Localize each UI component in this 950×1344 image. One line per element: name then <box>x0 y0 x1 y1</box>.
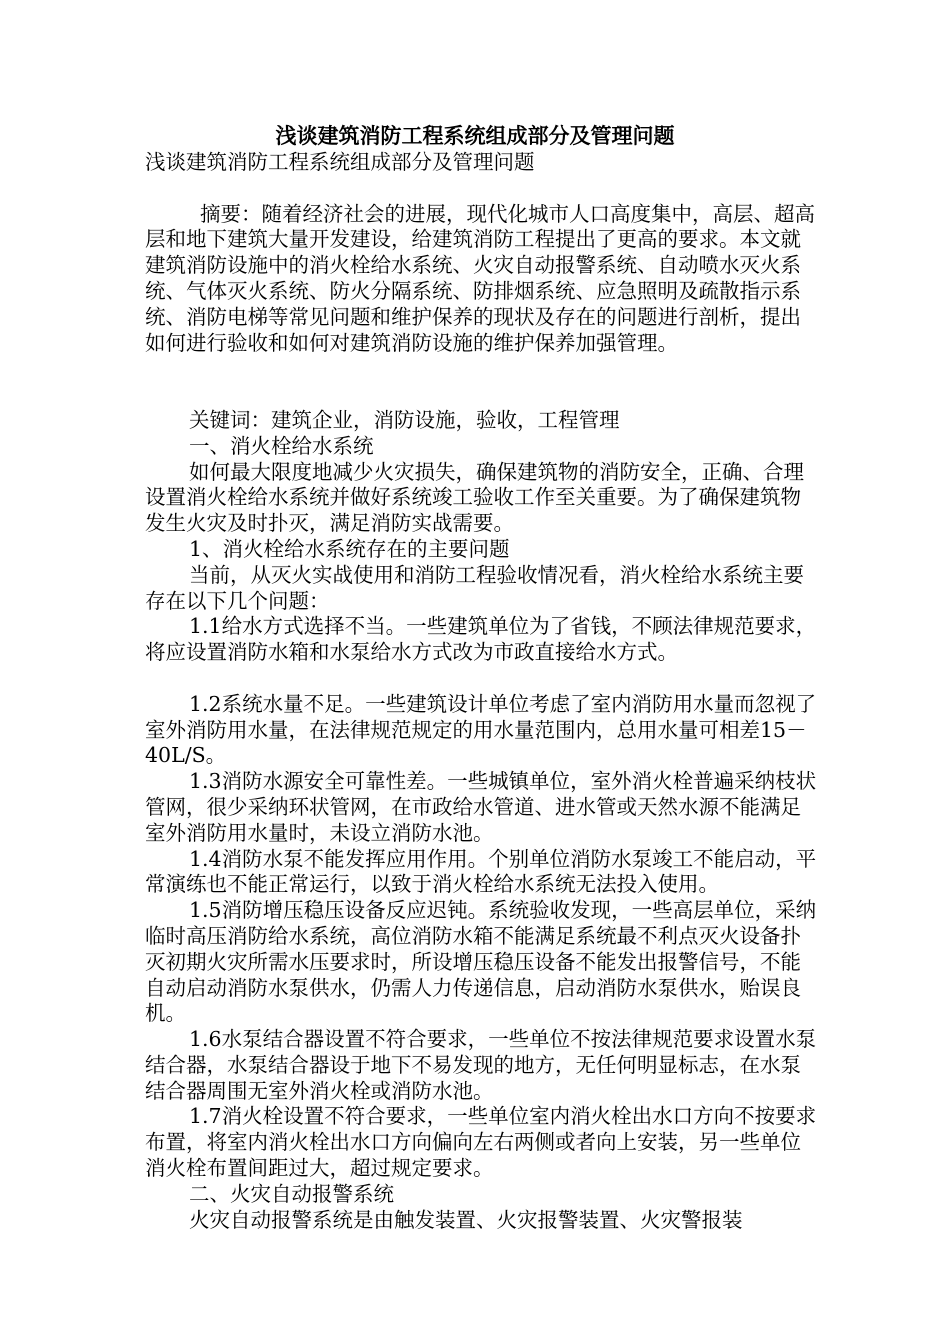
body-paragraph: 当前，从灭火实战使用和消防工程验收情况看，消火栓给水系统主要存在以下几个问题： <box>145 562 804 613</box>
document-title: 浅谈建筑消防工程系统组成部分及管理问题 <box>275 123 675 148</box>
subsection-heading: 1、消火栓给水系统存在的主要问题 <box>189 536 510 561</box>
section-heading: 二、火灾自动报警系统 <box>189 1181 394 1206</box>
spacer <box>145 382 817 408</box>
list-item: 1.2系统水量不足。一些建筑设计单位考虑了室内消防用水量而忽视了室外消防用水量，在法律规范规定的用水量范围内，总用水量可相差15－40L/S。 <box>145 691 817 768</box>
spacer <box>145 356 817 382</box>
section-heading: 一、消火栓给水系统 <box>189 433 374 458</box>
abstract-paragraph: 摘要：随着经济社会的进展，现代化城市人口高度集中，高层、超高层和地下建筑大量开发建设，给建筑消防工程提出了更高的要求。本文就建筑消防设施中的消火栓给水系统、火灾自动报警系统、自动喷水灭火系统、气体灭火系统、防火分隔系统、防排烟系统、应急照明及疏散指示系统、消防电梯等常见问题和维护保养的现状及存在的问题进行剖析，提出如何进行验收和如何对建筑消防设施的维护保养加强管理。 <box>145 201 815 355</box>
spacer <box>145 666 817 692</box>
list-item: 1.4消防水泵不能发挥应用作用。个别单位消防水泵竣工不能启动，平常演练也不能正常运行，以致于消火栓给水系统无法投入使用。 <box>145 846 817 897</box>
list-item: 1.7消火栓设置不符合要求，一些单位室内消火栓出水口方向不按要求布置，将室内消火栓出水口方向偏向左右两侧或者向上安装，另一些单位消火栓布置间距过大，超过规定要求。 <box>145 1104 817 1181</box>
keywords-paragraph: 关键词：建筑企业，消防设施，验收，工程管理 <box>189 407 620 432</box>
list-item: 1.6水泵结合器设置不符合要求，一些单位不按法律规范要求设置水泵结合器，水泵结合器设于地下不易发现的地方，无任何明显标志，在水泵结合器周围无室外消火栓或消防水池。 <box>145 1027 817 1103</box>
body-paragraph: 火灾自动报警系统是由触发装置、火灾报警装置、火灾警报装 <box>189 1207 743 1232</box>
list-item: 1.1给水方式选择不当。一些建筑单位为了省钱，不顾法律规范要求，将应设置消防水箱和水泵给水方式改为市政直接给水方式。 <box>145 614 817 665</box>
document-body <box>145 150 817 1233</box>
body-paragraph: 如何最大限度地减少火灾损失，确保建筑物的消防安全，正确、合理设置消火栓给水系统并做好系统竣工验收工作至关重要。为了确保建筑物发生火灾及时扑灭，满足消防实战需要。 <box>145 459 804 536</box>
document-subtitle: 浅谈建筑消防工程系统组成部分及管理问题 <box>145 150 535 174</box>
list-item: 1.5消防增压稳压设备反应迟钝。系统验收发现，一些高层单位，采纳临时高压消防给水系统，高位消防水箱不能满足系统最不利点灭火设备扑灭初期火灾所需水压要求时，所设增压稳压设备不能发出报警信号，不能自动启动消防水泵供水，仍需人力传递信息，启动消防水泵供水，贻误良机。 <box>145 898 817 1026</box>
spacer <box>145 176 817 202</box>
list-item: 1.3消防水源安全可靠性差。一些城镇单位，室外消火栓普遍采纳枝状管网，很少采纳环状管网，在市政给水管道、进水管或天然水源不能满足室外消防用水量时，未设立消防水池。 <box>145 769 817 845</box>
